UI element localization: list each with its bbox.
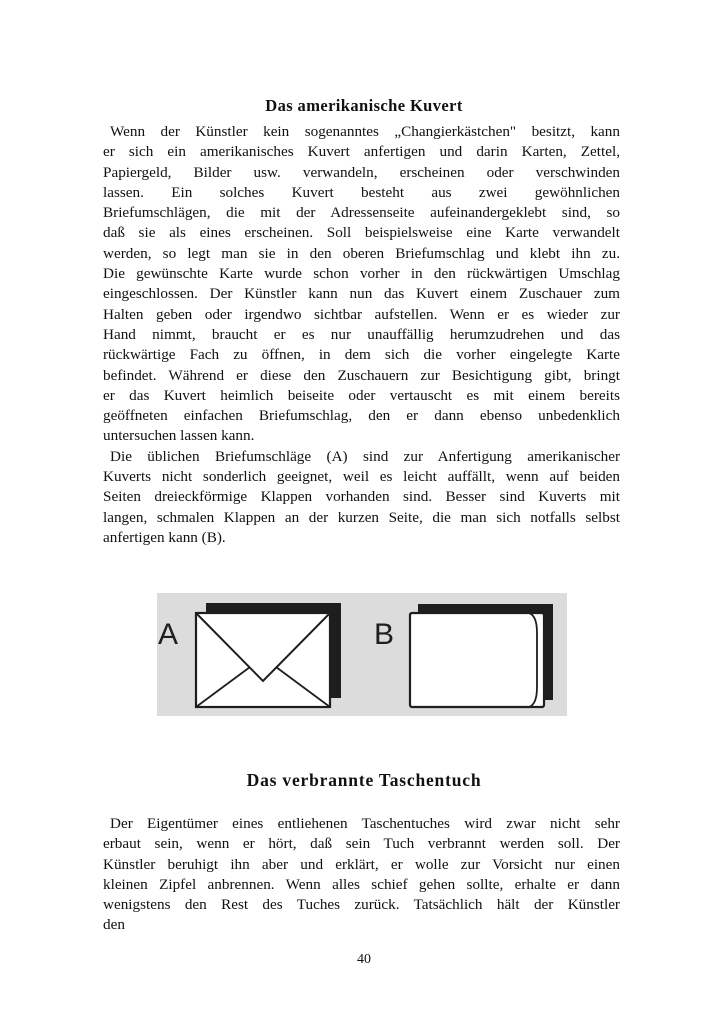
text-line: Die üblichen Briefumschläge (A) sind zur Anfertigung amerikanischer (110, 447, 620, 465)
text-line: Wenn der Künstler kein sogenanntes „Changierkästchen" besitzt, kann (110, 123, 620, 140)
text-line: Der Eigentümer eines entliehenen Taschentuches wird zwar nicht sehr (110, 815, 620, 832)
text-line: Kuverts nicht sonderlich geeignet, weil es leicht auffällt, wenn auf beiden (103, 468, 620, 486)
text-line: Künstler beruhigt ihn aber und erklärt, er wolle zur Vorsicht nur einen (103, 855, 620, 873)
text-line: anfertigen kann (B). (103, 528, 226, 546)
section-title-american-envelope: Das amerikanische Kuvert (265, 96, 463, 115)
envelope-b-front (410, 613, 544, 707)
text-line: daß sie als eines erscheinen. Soll beispielsweise eine Karte verwandelt (103, 224, 620, 242)
text-line: eingeschlossen. Der Künstler kann nun das Kuvert einem Zuschauer zum (103, 285, 620, 303)
text-line: werden, so legt man sie in den oberen Briefumschlag und klebt ihn zu. (103, 244, 620, 262)
text-line: langen, schmalen Klappen an der kurzen Seite, die man sich notfalls selbst (103, 508, 620, 526)
text-line: den (103, 916, 125, 934)
text-line: wenigstens den Rest des Tuches zurück. Tatsächlich hält der Künstler (103, 896, 620, 914)
text-line: Papiergeld, Bilder usw. verwandeln, erscheinen oder verschwinden (103, 163, 620, 181)
section-body-american-envelope (103, 122, 620, 548)
text-line: lassen. Ein solches Kuvert besteht aus zwei gewöhnlichen (103, 183, 620, 201)
label-b: B (374, 618, 395, 651)
text-line: Halten geben oder irgendwo sichtbar aufstellen. Wenn er es wieder zur (103, 305, 620, 323)
text-line: untersuchen lassen kann. (103, 427, 255, 445)
envelope-drawing (157, 593, 567, 716)
text-line: rückwärtige Fach zu öffnen, in dem sich die vorher eingelegte Karte (103, 346, 620, 364)
text-line: er das Kuvert heimlich beiseite oder vertauscht es mit einem bereits (103, 386, 620, 404)
envelope-illustration (157, 593, 567, 716)
label-a: A (158, 618, 179, 651)
text-line: Hand nimmt, braucht er es nur unauffällig herumzudrehen und das (103, 325, 620, 343)
section-title-burned-handkerchief: Das verbrannte Taschentuch (246, 770, 482, 790)
text-line: befindet. Während er diese den Zuschauern zur Besichtigung gibt, bringt (103, 366, 620, 384)
text-line: geöffneten einfachen Briefumschlag, den er dann ebenso unbedenklich (103, 407, 620, 425)
text-line: erbaut sein, wenn er hört, daß sein Tuch verbrannt werden soll. Der (103, 835, 620, 853)
text-line: Briefumschlägen, die mit der Adressenseite aufeinandergeklebt sind, so (103, 204, 620, 222)
page-number: 40 (357, 952, 371, 967)
text-line: Die gewünschte Karte wurde schon vorher in den rückwärtigen Umschlag (103, 265, 620, 283)
text-line: er sich ein amerikanisches Kuvert anfertigen und darin Karten, Zettel, (103, 143, 620, 161)
section-body-burned-handkerchief (103, 814, 620, 936)
text-line: Seiten dreieckförmige Klappen vorhanden sind. Besser sind Kuverts mit (103, 488, 620, 506)
text-line: kleinen Zipfel anbrennen. Wenn alles schief gehen sollte, erhalte er dann (103, 875, 620, 893)
